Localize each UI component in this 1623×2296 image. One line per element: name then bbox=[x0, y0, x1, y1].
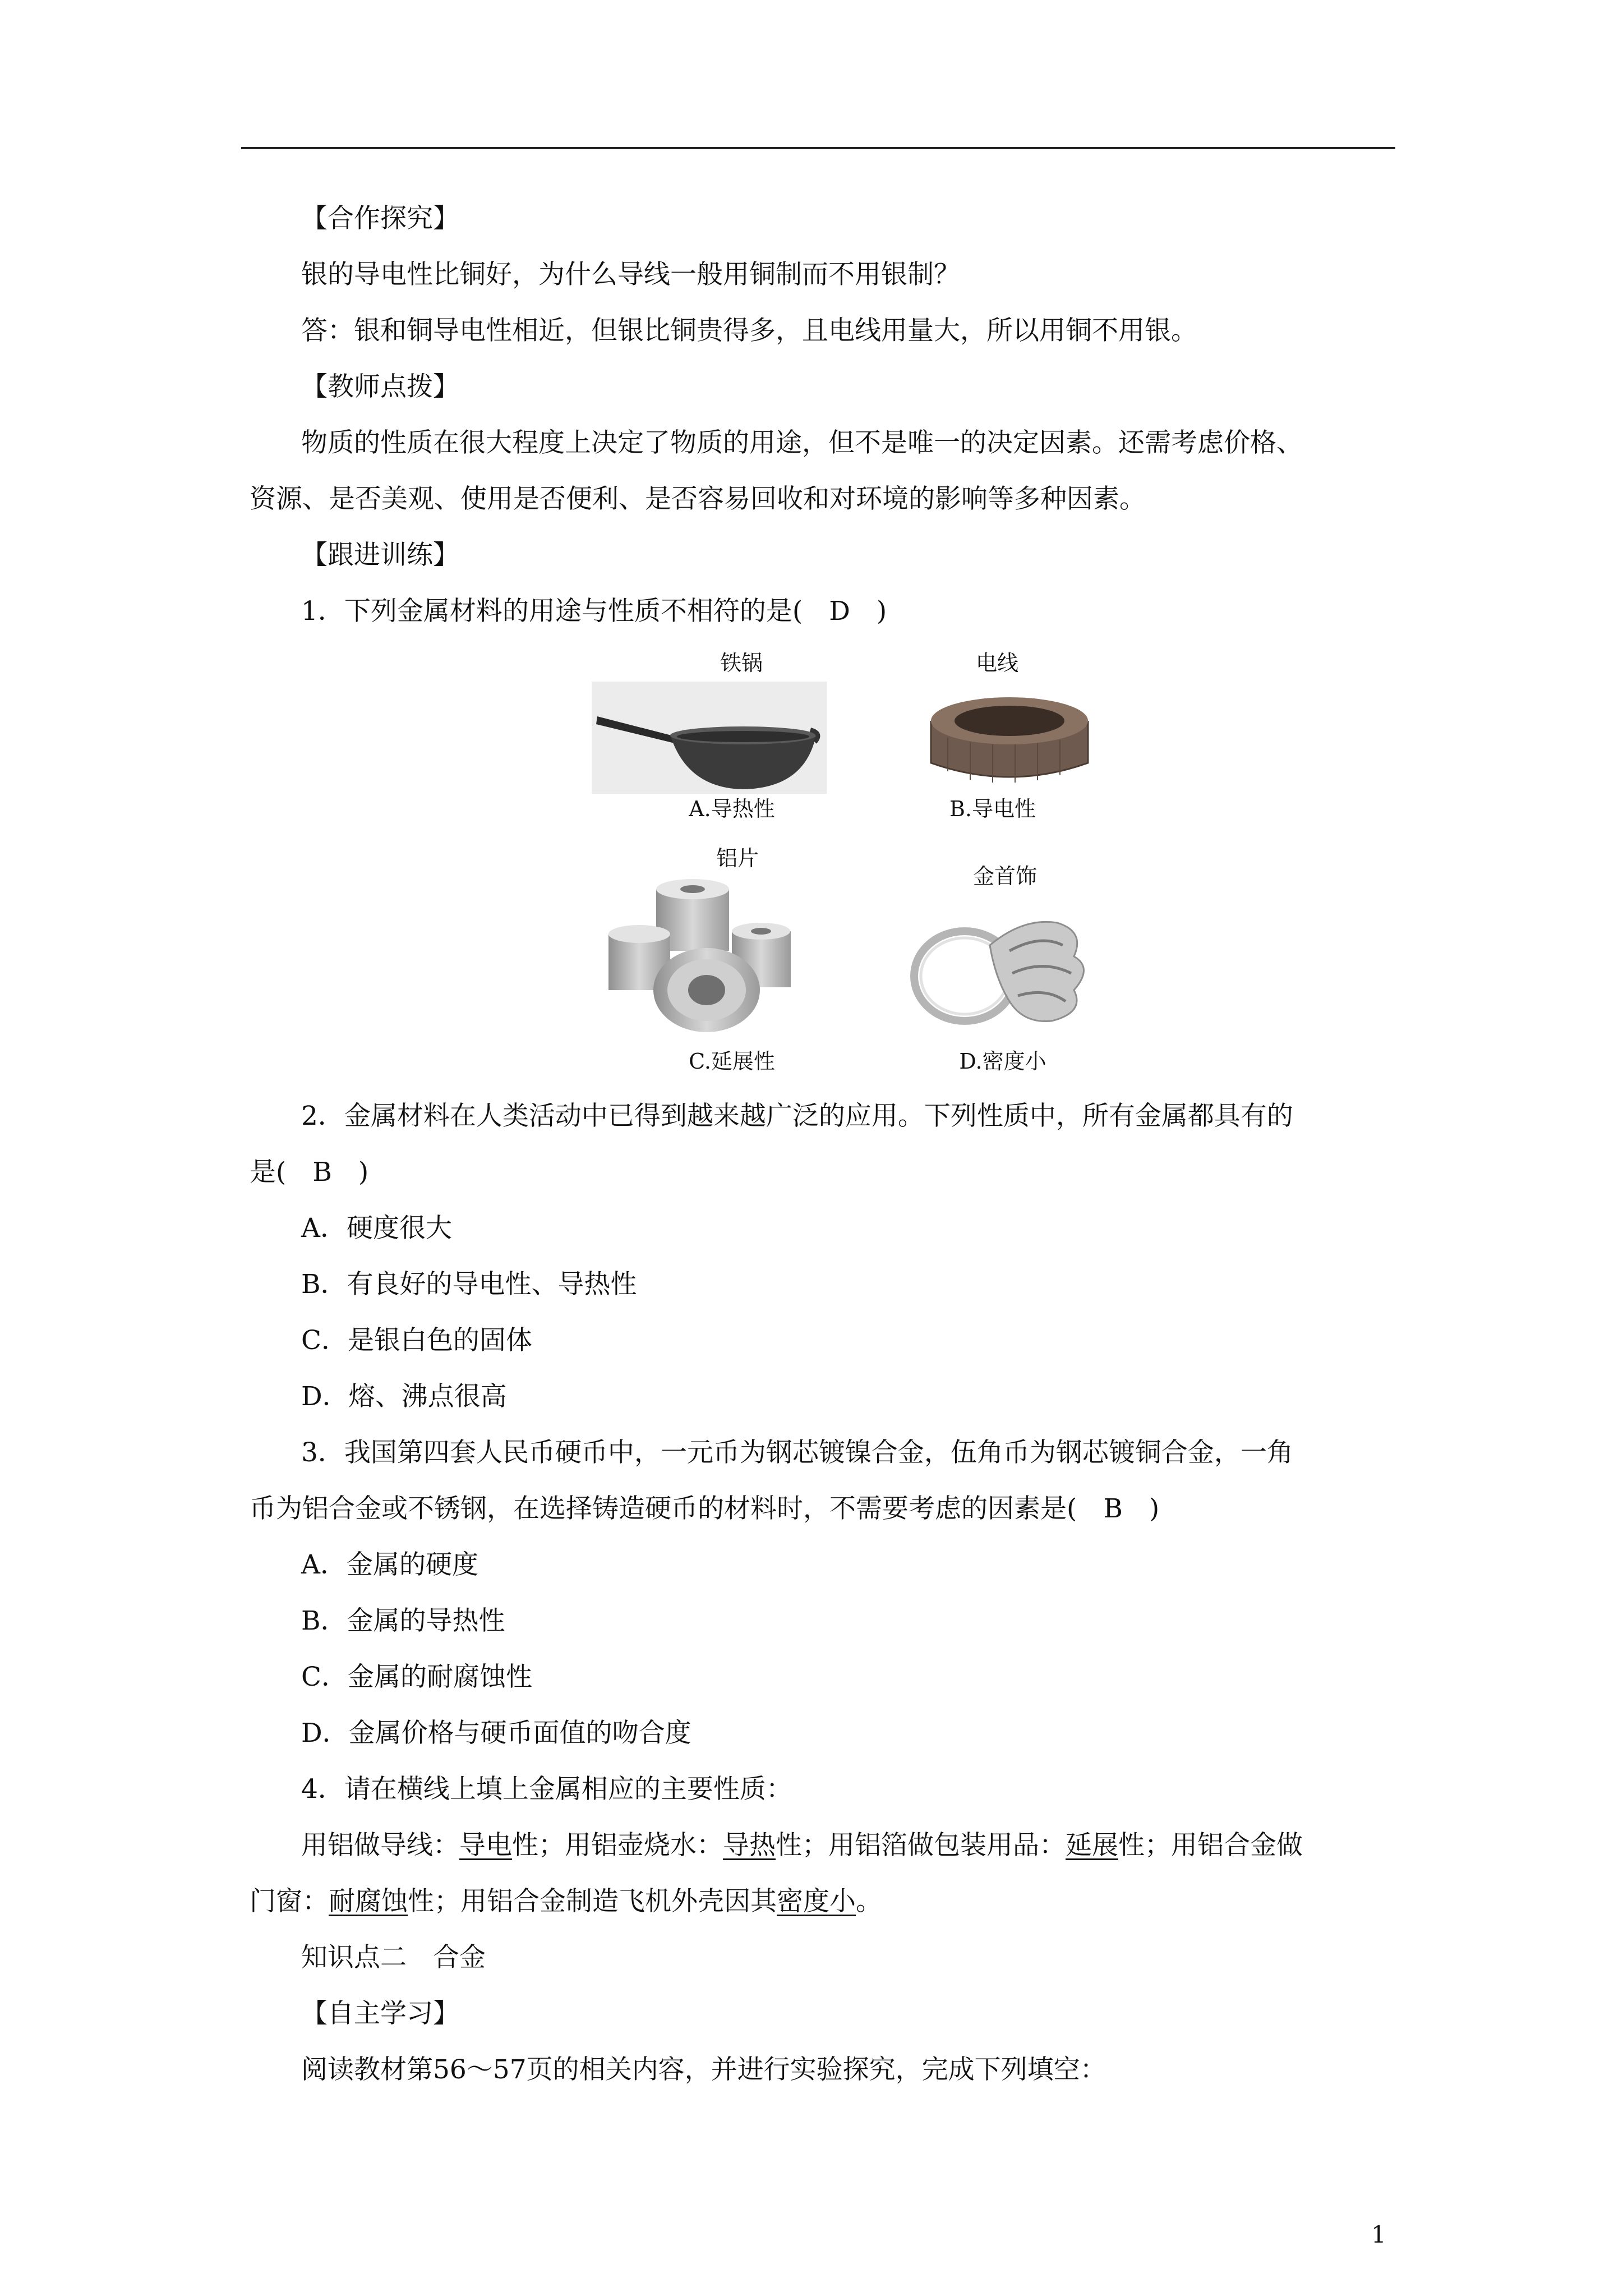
figure-d-label: D.密度小 bbox=[959, 1049, 1046, 1074]
section-title: 知识点二 合金 bbox=[301, 1942, 486, 1973]
q4-text: 性；用铝合金做 bbox=[1118, 1830, 1303, 1861]
question-2-option-a: A．硬度很大 bbox=[301, 1213, 452, 1244]
figure-a-title: 铁锅 bbox=[720, 651, 763, 675]
question-2-option-d: D．熔、沸点很高 bbox=[301, 1381, 507, 1412]
teacher-heading: 【教师点拨】 bbox=[301, 371, 459, 402]
wire-coil-icon bbox=[925, 693, 1094, 791]
figure-c-label: C.延展性 bbox=[689, 1049, 775, 1074]
page-number: 1 bbox=[1371, 2221, 1386, 2248]
gold-ring-icon bbox=[906, 906, 1105, 1038]
figure-d-title: 金首饰 bbox=[972, 864, 1038, 889]
q4-answer-conductivity: 导电 bbox=[459, 1830, 512, 1861]
q4-text: 性；用铝合金制造飞机外壳因其 bbox=[408, 1886, 777, 1917]
cooperation-question: 银的导电性比铜好，为什么导线一般用铜制而不用银制？ bbox=[301, 259, 960, 290]
question-4-line-2 bbox=[250, 1885, 882, 1918]
aluminum-rolls-icon bbox=[603, 878, 794, 1032]
cooperation-heading: 【合作探究】 bbox=[301, 203, 459, 234]
q4-answer-thermal: 导热 bbox=[723, 1830, 776, 1861]
self-study-text: 阅读教材第56～57页的相关内容，并进行实验探究，完成下列填空： bbox=[301, 2054, 1106, 2085]
q4-answer-ductility: 延展 bbox=[1066, 1830, 1118, 1861]
question-2-line-1: 2．金属材料在人类活动中已得到越来越广泛的应用。下列性质中，所有金属都具有的 bbox=[301, 1101, 1293, 1131]
question-3-option-d: D．金属价格与硬币面值的吻合度 bbox=[301, 1718, 691, 1749]
question-3-line-1: 3．我国第四套人民币硬币中，一元币为钢芯镀镍合金，伍角币为钢芯镀铜合金，一角 bbox=[301, 1437, 1293, 1468]
q4-answer-corrosion: 耐腐蚀 bbox=[329, 1886, 408, 1917]
teacher-text-line-2: 资源、是否美观、使用是否便利、是否容易回收和对环境的影响等多种因素。 bbox=[250, 484, 1146, 514]
q4-text: 性；用铝箔做包装用品： bbox=[776, 1830, 1066, 1861]
question-3-option-b: B．金属的导热性 bbox=[301, 1605, 505, 1636]
figure-c-title: 铝片 bbox=[716, 846, 759, 871]
q4-answer-density: 密度小 bbox=[777, 1886, 856, 1917]
question-3-option-a: A．金属的硬度 bbox=[301, 1549, 478, 1580]
figure-b-title: 电线 bbox=[975, 651, 1019, 675]
header-rule bbox=[241, 147, 1395, 149]
q4-text: 。 bbox=[856, 1886, 882, 1917]
question-4-stem: 4．请在横线上填上金属相应的主要性质： bbox=[301, 1774, 792, 1805]
cooperation-answer: 答：银和铜导电性相近，但银比铜贵得多，且电线用量大，所以用铜不用银。 bbox=[301, 315, 1197, 346]
question-2-option-b: B．有良好的导电性、导热性 bbox=[301, 1269, 637, 1300]
q4-text: 性；用铝壶烧水： bbox=[512, 1830, 723, 1861]
self-study-heading: 【自主学习】 bbox=[301, 1998, 459, 2029]
question-3-line-2: 币为铝合金或不锈钢，在选择铸造硬币的材料时，不需要考虑的因素是( B ) bbox=[250, 1493, 1160, 1524]
wok-icon bbox=[592, 682, 827, 794]
q4-text: 门窗： bbox=[250, 1886, 329, 1917]
question-1-stem: 1．下列金属材料的用途与性质不相符的是( D ) bbox=[301, 596, 887, 627]
q4-text: 用铝做导线： bbox=[301, 1830, 459, 1861]
question-3-option-c: C．金属的耐腐蚀性 bbox=[301, 1662, 532, 1692]
question-2-option-c: C．是银白色的固体 bbox=[301, 1325, 532, 1356]
question-4-line-1 bbox=[301, 1829, 1303, 1862]
practice-heading: 【跟进训练】 bbox=[301, 540, 459, 570]
figure-b-label: B.导电性 bbox=[949, 797, 1036, 821]
teacher-text-line-1: 物质的性质在很大程度上决定了物质的用途，但不是唯一的决定因素。还需考虑价格、 bbox=[301, 427, 1303, 458]
figure-a-label: A.导热性 bbox=[689, 797, 775, 821]
question-2-line-2: 是( B ) bbox=[250, 1157, 369, 1188]
